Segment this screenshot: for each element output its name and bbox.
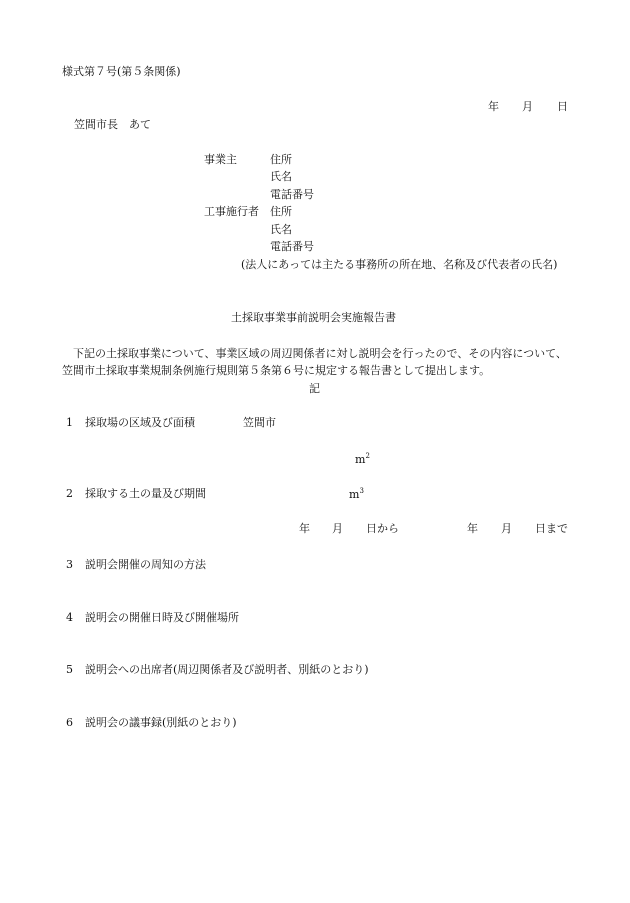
addressee: 笠間市長 あて	[74, 118, 151, 131]
item-6-number: 6	[66, 716, 73, 729]
business-owner-name-label: 氏名	[270, 170, 292, 183]
date-year-label: 年	[488, 100, 499, 113]
business-owner-address-label: 住所	[270, 153, 292, 166]
period-to-day-label: 日まで	[535, 522, 568, 535]
item-3-label: 説明会開催の周知の方法	[85, 558, 206, 571]
item-3-number: 3	[66, 558, 73, 571]
period-from-year-label: 年	[299, 522, 310, 535]
date-month-label: 月	[522, 100, 533, 113]
contractor-address-label: 住所	[270, 205, 292, 218]
period-from-day-label: 日から	[366, 522, 399, 535]
body-line-1: 下記の土採取事業について、事業区域の周辺関係者に対し説明会を行ったので、その内容について、	[73, 347, 567, 360]
period-to-year-label: 年	[467, 522, 478, 535]
item-2-label: 採取する土の量及び期間	[85, 487, 206, 500]
item-6-label: 説明会の議事録(別紙のとおり)	[85, 716, 237, 729]
item-4-label: 説明会の開催日時及び開催場所	[85, 611, 239, 624]
date-day-label: 日	[557, 100, 568, 113]
document-title: 土採取事業事前説明会実施報告書	[231, 311, 396, 324]
period-from-month-label: 月	[332, 522, 343, 535]
item-1-number: 1	[66, 416, 73, 429]
form-number: 様式第７号(第５条関係)	[62, 65, 181, 78]
item-4-number: 4	[66, 611, 73, 624]
business-owner-label: 事業主	[204, 153, 237, 166]
period-to-month-label: 月	[501, 522, 512, 535]
contractor-label: 工事施行者	[204, 205, 259, 218]
corporate-note: (法人にあっては主たる事務所の所在地、名称及び代表者の氏名)	[241, 258, 558, 271]
item-2-volume-unit: $m^3$	[349, 487, 364, 501]
business-owner-phone-label: 電話番号	[270, 188, 314, 201]
ki-heading: 記	[309, 382, 320, 395]
item-1-area-unit: $m^2$	[355, 452, 370, 466]
item-1-city: 笠間市	[243, 416, 276, 429]
item-2-number: 2	[66, 487, 73, 500]
body-line-2: 笠間市土採取事業規制条例施行規則第５条第６号に規定する報告書として提出します。	[62, 364, 491, 377]
contractor-name-label: 氏名	[270, 223, 292, 236]
item-5-label: 説明会への出席者(周辺関係者及び説明者、別紙のとおり)	[85, 663, 369, 676]
item-5-number: 5	[66, 663, 73, 676]
body-paragraph	[62, 345, 582, 379]
contractor-phone-label: 電話番号	[270, 240, 314, 253]
item-1-label: 採取場の区域及び面積	[85, 416, 195, 429]
